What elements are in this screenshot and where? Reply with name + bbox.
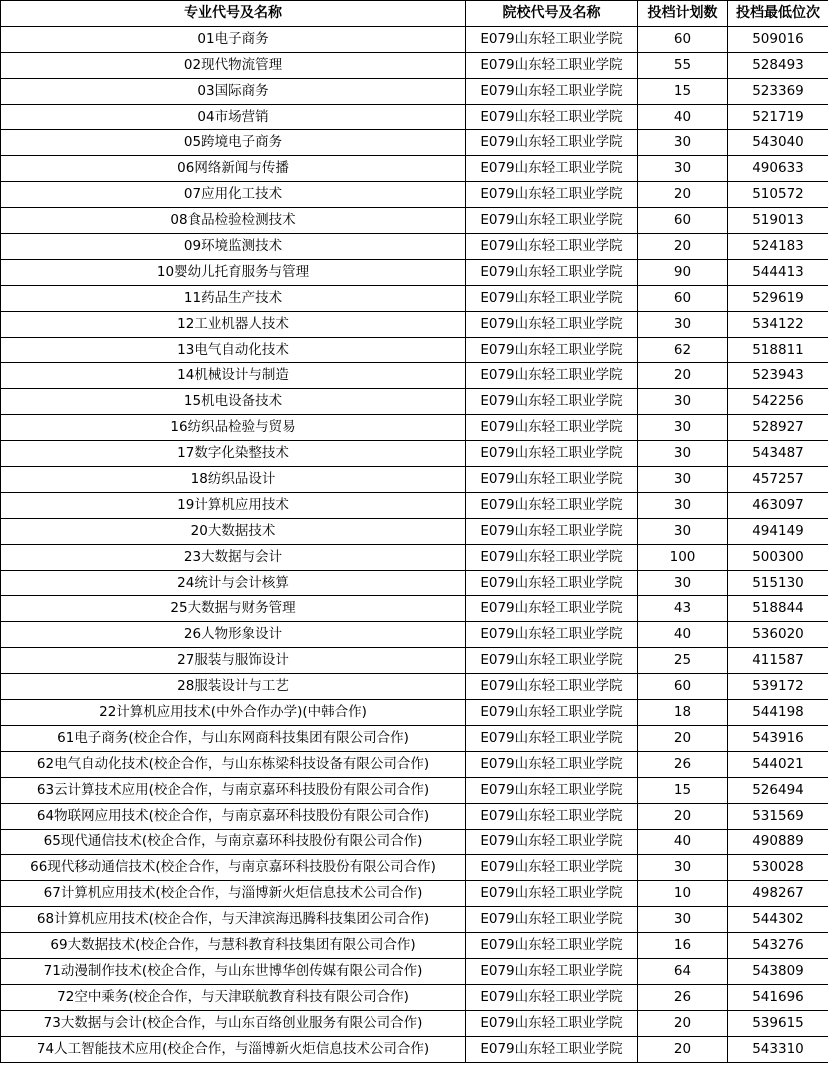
- cell-major: 06网络新闻与传播: [1, 156, 466, 182]
- cell-major: 64物联网应用技术(校企合作，与南京嘉环科技股份有限公司合作): [1, 803, 466, 829]
- cell-major: 17数字化染整技术: [1, 441, 466, 467]
- cell-rank: 494149: [728, 518, 828, 544]
- cell-rank: 518811: [728, 337, 828, 363]
- cell-plan: 30: [638, 570, 728, 596]
- cell-plan: 40: [638, 829, 728, 855]
- cell-plan: 60: [638, 208, 728, 234]
- cell-school: E079山东轻工职业学院: [466, 26, 638, 52]
- cell-major: 14机械设计与制造: [1, 363, 466, 389]
- cell-school: E079山东轻工职业学院: [466, 492, 638, 518]
- cell-plan: 26: [638, 751, 728, 777]
- cell-school: E079山东轻工职业学院: [466, 156, 638, 182]
- cell-rank: 463097: [728, 492, 828, 518]
- table-row: [1, 441, 828, 467]
- cell-plan: 30: [638, 441, 728, 467]
- cell-major: 10婴幼儿托育服务与管理: [1, 259, 466, 285]
- cell-major: 66现代移动通信技术(校企合作，与南京嘉环科技股份有限公司合作): [1, 855, 466, 881]
- cell-school: E079山东轻工职业学院: [466, 984, 638, 1010]
- cell-plan: 18: [638, 700, 728, 726]
- table-row: [1, 311, 828, 337]
- table-row: [1, 984, 828, 1010]
- cell-school: E079山东轻工职业学院: [466, 725, 638, 751]
- cell-plan: 30: [638, 389, 728, 415]
- table-row: [1, 803, 828, 829]
- cell-plan: 30: [638, 492, 728, 518]
- cell-rank: 543487: [728, 441, 828, 467]
- cell-plan: 20: [638, 363, 728, 389]
- cell-major: 67计算机应用技术(校企合作，与淄博新火炬信息技术公司合作): [1, 881, 466, 907]
- cell-plan: 60: [638, 285, 728, 311]
- cell-rank: 490633: [728, 156, 828, 182]
- cell-rank: 536020: [728, 622, 828, 648]
- table-row: [1, 855, 828, 881]
- cell-rank: 539615: [728, 1010, 828, 1036]
- cell-school: E079山东轻工职业学院: [466, 415, 638, 441]
- cell-school: E079山东轻工职业学院: [466, 363, 638, 389]
- cell-school: E079山东轻工职业学院: [466, 803, 638, 829]
- cell-plan: 30: [638, 415, 728, 441]
- cell-plan: 20: [638, 725, 728, 751]
- cell-plan: 20: [638, 1010, 728, 1036]
- cell-plan: 43: [638, 596, 728, 622]
- table-row: [1, 492, 828, 518]
- cell-rank: 528493: [728, 52, 828, 78]
- table-row: [1, 363, 828, 389]
- table-row: [1, 907, 828, 933]
- cell-major: 16纺织品检验与贸易: [1, 415, 466, 441]
- cell-major: 24统计与会计核算: [1, 570, 466, 596]
- table-row: [1, 467, 828, 493]
- cell-plan: 16: [638, 933, 728, 959]
- table-row: [1, 156, 828, 182]
- table-row: [1, 751, 828, 777]
- cell-major: 26人物形象设计: [1, 622, 466, 648]
- cell-school: E079山东轻工职业学院: [466, 544, 638, 570]
- cell-rank: 544021: [728, 751, 828, 777]
- cell-rank: 544198: [728, 700, 828, 726]
- cell-major: 73大数据与会计(校企合作，与山东百络创业服务有限公司合作): [1, 1010, 466, 1036]
- cell-school: E079山东轻工职业学院: [466, 570, 638, 596]
- cell-major: 72空中乘务(校企合作，与天津联航教育科技有限公司合作): [1, 984, 466, 1010]
- cell-school: E079山东轻工职业学院: [466, 751, 638, 777]
- table-row: [1, 234, 828, 260]
- cell-rank: 543916: [728, 725, 828, 751]
- table-body: [1, 26, 828, 1062]
- cell-plan: 30: [638, 518, 728, 544]
- cell-school: E079山东轻工职业学院: [466, 285, 638, 311]
- cell-school: E079山东轻工职业学院: [466, 622, 638, 648]
- cell-major: 27服装与服饰设计: [1, 648, 466, 674]
- cell-rank: 544302: [728, 907, 828, 933]
- cell-school: E079山东轻工职业学院: [466, 700, 638, 726]
- cell-school: E079山东轻工职业学院: [466, 674, 638, 700]
- table-row: [1, 570, 828, 596]
- cell-school: E079山东轻工职业学院: [466, 933, 638, 959]
- cell-major: 68计算机应用技术(校企合作，与天津滨海迅腾科技集团公司合作): [1, 907, 466, 933]
- cell-plan: 64: [638, 958, 728, 984]
- cell-major: 62电气自动化技术(校企合作，与山东栋梁科技设备有限公司合作): [1, 751, 466, 777]
- cell-plan: 30: [638, 130, 728, 156]
- cell-rank: 518844: [728, 596, 828, 622]
- table-row: [1, 958, 828, 984]
- table-row: [1, 622, 828, 648]
- table-row: [1, 208, 828, 234]
- cell-school: E079山东轻工职业学院: [466, 648, 638, 674]
- cell-school: E079山东轻工职业学院: [466, 208, 638, 234]
- cell-rank: 539172: [728, 674, 828, 700]
- cell-major: 02现代物流管理: [1, 52, 466, 78]
- cell-plan: 10: [638, 881, 728, 907]
- cell-plan: 25: [638, 648, 728, 674]
- cell-rank: 530028: [728, 855, 828, 881]
- cell-major: 12工业机器人技术: [1, 311, 466, 337]
- cell-major: 28服装设计与工艺: [1, 674, 466, 700]
- table-row: [1, 674, 828, 700]
- cell-school: E079山东轻工职业学院: [466, 518, 638, 544]
- table-row: [1, 725, 828, 751]
- table-row: [1, 777, 828, 803]
- cell-school: E079山东轻工职业学院: [466, 596, 638, 622]
- cell-school: E079山东轻工职业学院: [466, 855, 638, 881]
- table-row: [1, 26, 828, 52]
- table-row: [1, 933, 828, 959]
- cell-rank: 523369: [728, 78, 828, 104]
- cell-school: E079山东轻工职业学院: [466, 182, 638, 208]
- cell-plan: 26: [638, 984, 728, 1010]
- cell-plan: 15: [638, 777, 728, 803]
- cell-school: E079山东轻工职业学院: [466, 311, 638, 337]
- header-plan: 投档计划数: [638, 1, 728, 27]
- cell-plan: 90: [638, 259, 728, 285]
- cell-rank: 542256: [728, 389, 828, 415]
- cell-major: 09环境监测技术: [1, 234, 466, 260]
- cell-rank: 543040: [728, 130, 828, 156]
- cell-plan: 40: [638, 622, 728, 648]
- cell-plan: 20: [638, 182, 728, 208]
- cell-school: E079山东轻工职业学院: [466, 259, 638, 285]
- cell-major: 04市场营销: [1, 104, 466, 130]
- cell-rank: 519013: [728, 208, 828, 234]
- cell-rank: 524183: [728, 234, 828, 260]
- cell-major: 03国际商务: [1, 78, 466, 104]
- table-row: [1, 596, 828, 622]
- cell-rank: 529619: [728, 285, 828, 311]
- cell-plan: 20: [638, 1036, 728, 1062]
- cell-plan: 60: [638, 674, 728, 700]
- cell-major: 18纺织品设计: [1, 467, 466, 493]
- cell-major: 22计算机应用技术(中外合作办学)(中韩合作): [1, 700, 466, 726]
- cell-rank: 510572: [728, 182, 828, 208]
- table-row: [1, 52, 828, 78]
- cell-plan: 30: [638, 855, 728, 881]
- cell-rank: 515130: [728, 570, 828, 596]
- table-row: [1, 544, 828, 570]
- cell-major: 20大数据技术: [1, 518, 466, 544]
- cell-school: E079山东轻工职业学院: [466, 337, 638, 363]
- cell-major: 13电气自动化技术: [1, 337, 466, 363]
- cell-plan: 30: [638, 907, 728, 933]
- cell-major: 05跨境电子商务: [1, 130, 466, 156]
- cell-school: E079山东轻工职业学院: [466, 907, 638, 933]
- cell-rank: 411587: [728, 648, 828, 674]
- table-row: [1, 829, 828, 855]
- cell-plan: 60: [638, 26, 728, 52]
- cell-school: E079山东轻工职业学院: [466, 52, 638, 78]
- cell-rank: 521719: [728, 104, 828, 130]
- cell-plan: 100: [638, 544, 728, 570]
- table-row: [1, 1036, 828, 1062]
- cell-major: 71动漫制作技术(校企合作，与山东世博华创传媒有限公司合作): [1, 958, 466, 984]
- cell-school: E079山东轻工职业学院: [466, 1036, 638, 1062]
- cell-rank: 534122: [728, 311, 828, 337]
- cell-rank: 543310: [728, 1036, 828, 1062]
- cell-rank: 509016: [728, 26, 828, 52]
- cell-plan: 62: [638, 337, 728, 363]
- cell-school: E079山东轻工职业学院: [466, 441, 638, 467]
- cell-plan: 30: [638, 467, 728, 493]
- cell-plan: 20: [638, 803, 728, 829]
- table-row: [1, 337, 828, 363]
- cell-plan: 15: [638, 78, 728, 104]
- cell-plan: 55: [638, 52, 728, 78]
- cell-major: 23大数据与会计: [1, 544, 466, 570]
- cell-major: 25大数据与财务管理: [1, 596, 466, 622]
- cell-rank: 523943: [728, 363, 828, 389]
- table-row: [1, 1010, 828, 1036]
- table-row: [1, 415, 828, 441]
- cell-plan: 40: [638, 104, 728, 130]
- cell-plan: 30: [638, 311, 728, 337]
- table-row: [1, 389, 828, 415]
- header-rank: 投档最低位次: [728, 1, 828, 27]
- table-row: [1, 259, 828, 285]
- cell-plan: 20: [638, 234, 728, 260]
- cell-major: 63云计算技术应用(校企合作，与南京嘉环科技股份有限公司合作): [1, 777, 466, 803]
- cell-major: 61电子商务(校企合作，与山东网商科技集团有限公司合作): [1, 725, 466, 751]
- cell-school: E079山东轻工职业学院: [466, 389, 638, 415]
- table-row: [1, 78, 828, 104]
- table-row: [1, 648, 828, 674]
- cell-school: E079山东轻工职业学院: [466, 130, 638, 156]
- cell-school: E079山东轻工职业学院: [466, 467, 638, 493]
- cell-school: E079山东轻工职业学院: [466, 958, 638, 984]
- cell-rank: 498267: [728, 881, 828, 907]
- cell-major: 15机电设备技术: [1, 389, 466, 415]
- cell-school: E079山东轻工职业学院: [466, 104, 638, 130]
- header-major: 专业代号及名称: [1, 1, 466, 27]
- cell-major: 08食品检验检测技术: [1, 208, 466, 234]
- header-row: [1, 1, 828, 27]
- cell-plan: 30: [638, 156, 728, 182]
- cell-school: E079山东轻工职业学院: [466, 881, 638, 907]
- header-school: 院校代号及名称: [466, 1, 638, 27]
- cell-major: 65现代通信技术(校企合作，与南京嘉环科技股份有限公司合作): [1, 829, 466, 855]
- cell-major: 07应用化工技术: [1, 182, 466, 208]
- table-row: [1, 104, 828, 130]
- cell-major: 11药品生产技术: [1, 285, 466, 311]
- cell-school: E079山东轻工职业学院: [466, 78, 638, 104]
- cell-rank: 500300: [728, 544, 828, 570]
- cell-major: 69大数据技术(校企合作，与慧科教育科技集团有限公司合作): [1, 933, 466, 959]
- cell-rank: 531569: [728, 803, 828, 829]
- table-row: [1, 182, 828, 208]
- cell-major: 01电子商务: [1, 26, 466, 52]
- table-row: [1, 518, 828, 544]
- cell-rank: 457257: [728, 467, 828, 493]
- cell-rank: 543809: [728, 958, 828, 984]
- cell-school: E079山东轻工职业学院: [466, 777, 638, 803]
- cell-rank: 528927: [728, 415, 828, 441]
- table-row: [1, 700, 828, 726]
- table-row: [1, 130, 828, 156]
- cell-rank: 543276: [728, 933, 828, 959]
- cell-school: E079山东轻工职业学院: [466, 829, 638, 855]
- cell-rank: 526494: [728, 777, 828, 803]
- table-row: [1, 285, 828, 311]
- table-row: [1, 881, 828, 907]
- cell-rank: 541696: [728, 984, 828, 1010]
- cell-major: 74人工智能技术应用(校企合作，与淄博新火炬信息技术公司合作): [1, 1036, 466, 1062]
- cell-rank: 490889: [728, 829, 828, 855]
- cell-rank: 544413: [728, 259, 828, 285]
- cell-major: 19计算机应用技术: [1, 492, 466, 518]
- cell-school: E079山东轻工职业学院: [466, 1010, 638, 1036]
- cell-school: E079山东轻工职业学院: [466, 234, 638, 260]
